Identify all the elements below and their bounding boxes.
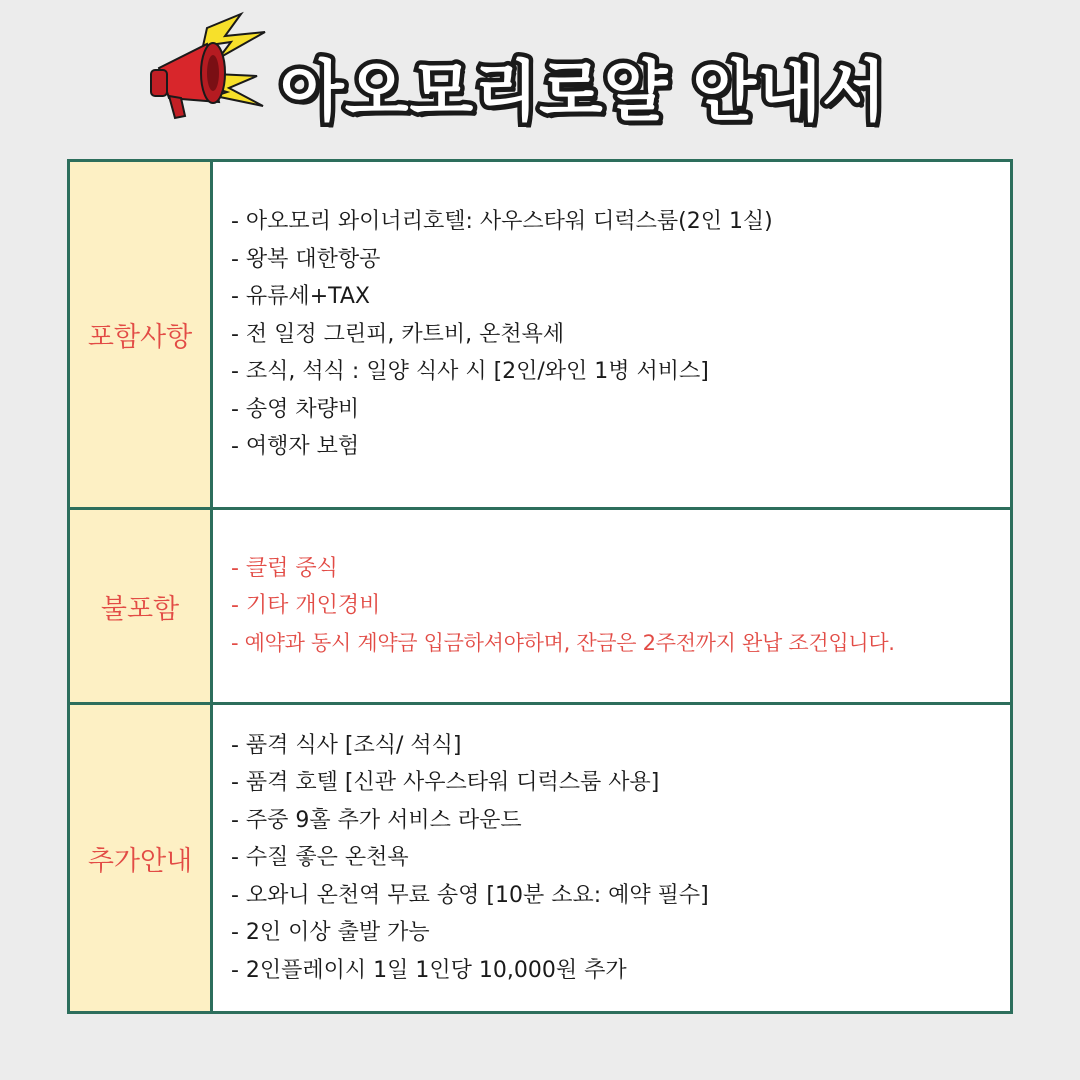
list-item: - 조식, 석식 : 일양 식사 시 [2인/와인 1병 서비스] — [231, 359, 709, 385]
table-row-included — [69, 161, 1012, 509]
list-item: - 기타 개인경비 — [231, 593, 381, 619]
list-item: - 주중 9홀 추가 서비스 라운드 — [231, 807, 522, 833]
additional-list — [231, 727, 1010, 990]
table-row-additional — [69, 704, 1012, 1013]
header — [0, 0, 1080, 150]
list-item: - 예약과 동시 계약금 입금하셔야하며, 잔금은 2주전까지 완납 조건입니다. — [231, 630, 895, 655]
info-table — [67, 159, 1013, 1014]
list-item: - 여행자 보험 — [231, 434, 360, 460]
megaphone-icon — [145, 10, 275, 130]
page-title: 아오모리로얄 안내서 — [280, 53, 887, 130]
section-label-included: 포함사항 — [69, 161, 212, 509]
list-item: - 전 일정 그린피, 카트비, 온천욕세 — [231, 321, 565, 347]
section-content-included — [212, 161, 1012, 509]
list-item: - 클럽 중식 — [231, 555, 338, 581]
list-item: - 수질 좋은 온천욕 — [231, 845, 409, 871]
included-list — [231, 203, 1010, 466]
list-item: - 송영 차량비 — [231, 396, 360, 422]
section-label-excluded: 불포함 — [69, 509, 212, 704]
list-item: - 유류세+TAX — [231, 284, 370, 310]
list-item: - 품격 식사 [조식/ 석식] — [231, 732, 462, 758]
section-content-excluded — [212, 509, 1012, 704]
list-item: - 왕복 대한항공 — [231, 246, 381, 272]
list-item: - 오와니 온천역 무료 송영 [10분 소요: 예약 필수] — [231, 882, 709, 908]
list-item: - 품격 호텔 [신관 사우스타워 디럭스룸 사용] — [231, 770, 660, 796]
list-item: - 아오모리 와이너리호텔: 사우스타워 디럭스룸(2인 1실) — [231, 209, 773, 235]
table-row-excluded — [69, 509, 1012, 704]
list-item: - 2인플레이시 1일 1인당 10,000원 추가 — [231, 957, 627, 983]
section-content-additional — [212, 704, 1012, 1013]
section-label-additional: 추가안내 — [69, 704, 212, 1013]
list-item: - 2인 이상 출발 가능 — [231, 920, 430, 946]
excluded-list — [231, 550, 1010, 663]
